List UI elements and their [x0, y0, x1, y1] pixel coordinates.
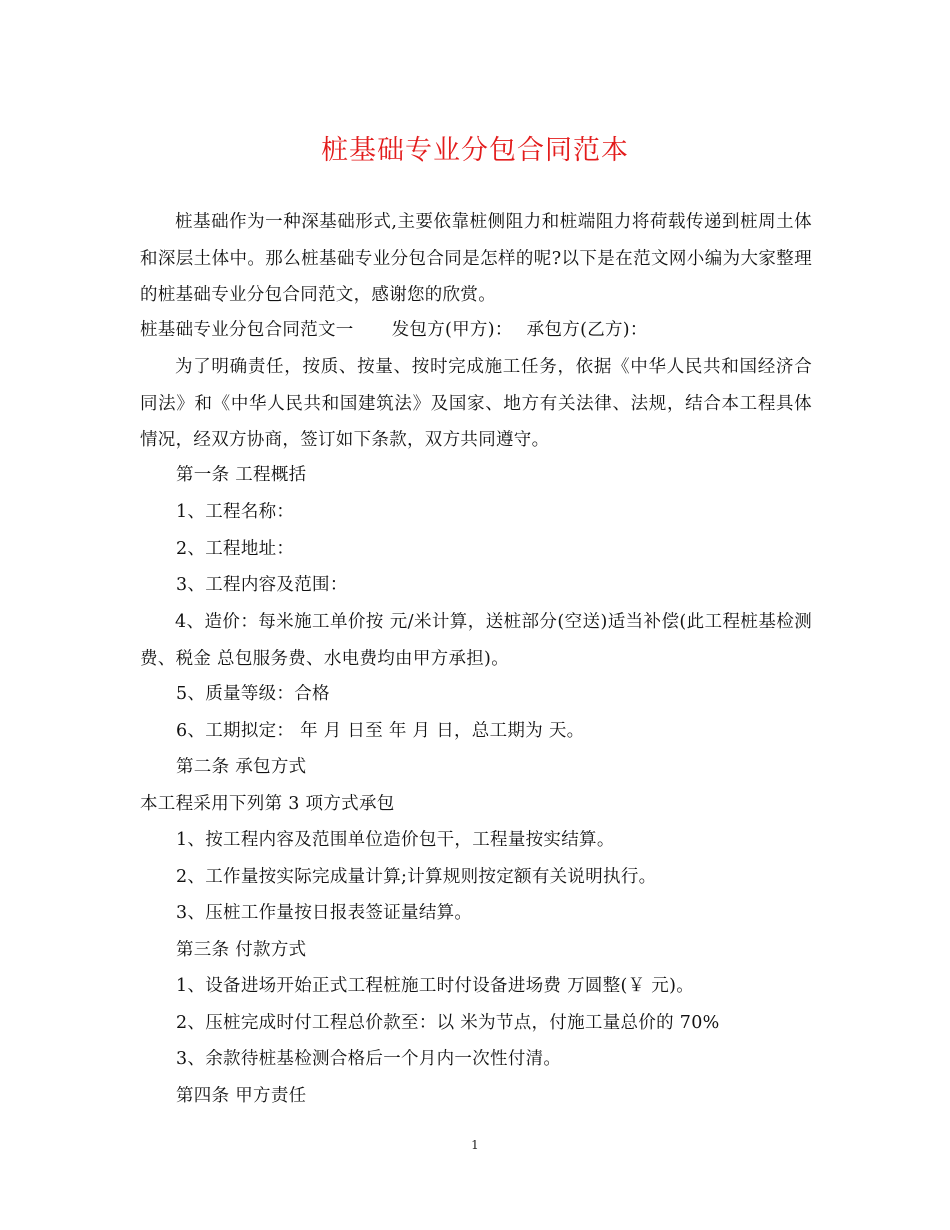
article3-item-2: 2、压桩完成时付工程总价款至：以 米为节点，付施工量总价的 70%: [176, 1013, 720, 1033]
party-a-label: 发包方(甲方)：: [391, 320, 513, 340]
sample-heading-line: [140, 318, 648, 342]
page-number: 1: [471, 1138, 479, 1152]
sample-heading: 桩基础专业分包合同范文一: [140, 320, 354, 340]
article4-heading: 第四条 甲方责任: [176, 1086, 307, 1106]
article1-item-5: 5、质量等级：合格: [176, 684, 330, 704]
party-b-label: 承包方(乙方)：: [526, 320, 648, 340]
article3-item-3: 3、余款待桩基检测合格后一个月内一次性付清。: [176, 1049, 562, 1069]
article1-item-4: 4、造价：每米施工单价按 元/米计算，送桩部分(空送)适当补偿(此工程桩基检测费、税金 总包服务费、水电费均由甲方承担)。: [140, 612, 812, 669]
article2-lead: 本工程采用下列第 3 项方式承包: [140, 794, 395, 814]
article2-item-1: 1、按工程内容及范围单位造价包干，工程量按实结算。: [176, 830, 615, 850]
article2-item-2: 2、工作量按实际完成量计算;计算规则按定额有关说明执行。: [176, 867, 657, 887]
article1-item-3: 3、工程内容及范围：: [176, 575, 348, 595]
article2-heading: 第二条 承包方式: [176, 757, 307, 777]
preamble-paragraph: 为了明确责任，按质、按量、按时完成施工任务，依据《中华人民共和国经济合同法》和《中华人民共和国建筑法》及国家、地方有关法律、法规，结合本工程具体情况，经双方协商，签订如下条款，双方共同遵守。: [140, 357, 812, 450]
article1-item-1: 1、工程名称：: [176, 502, 295, 522]
article3-item-1: 1、设备进场开始正式工程桩施工时付设备进场费 万圆整(￥ 元)。: [176, 976, 695, 996]
document-title: 桩基础专业分包合同范本: [321, 135, 629, 166]
intro-paragraph: 桩基础作为一种深基础形式,主要依靠桩侧阻力和桩端阻力将荷载传递到桩周土体和深层土体中。那么桩基础专业分包合同是怎样的呢?以下是在范文网小编为大家整理的桩基础专业分包合同范文，感谢您的欣赏。: [140, 212, 812, 305]
article1-item-6: 6、工期拟定： 年 月 日至 年 月 日，总工期为 天。: [176, 721, 585, 741]
article1-item-2: 2、工程地址：: [176, 539, 295, 559]
article1-heading: 第一条 工程概括: [176, 465, 307, 485]
article2-item-3: 3、压桩工作量按日报表签证量结算。: [176, 903, 473, 923]
article3-heading: 第三条 付款方式: [176, 940, 307, 960]
